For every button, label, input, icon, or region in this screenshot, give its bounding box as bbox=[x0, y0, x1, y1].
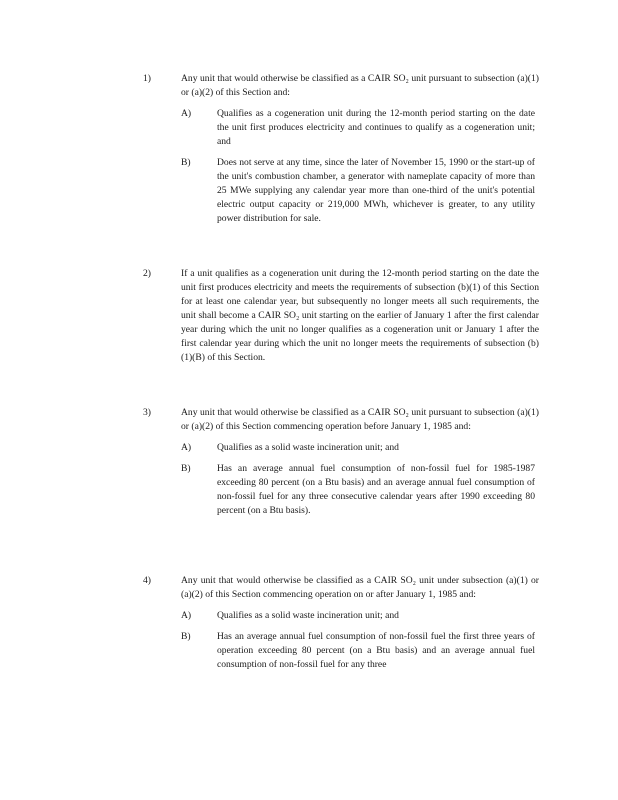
sub-item-text: Has an average annual fuel consumption of non-fossil fuel the first three years of operation exceeding 80 percent (on a Btu basis) and an average annual fuel consumption of non-fossil fuel for any three bbox=[217, 631, 535, 670]
sub-item bbox=[143, 462, 543, 518]
sub-item bbox=[143, 107, 543, 149]
sub-item-letter: A) bbox=[181, 108, 192, 119]
sub-item-letter: B) bbox=[181, 157, 191, 168]
sub-item-text: Has an average annual fuel consumption of non-fossil fuel for 1985-1987 exceeding 80 percent (on a Btu basis) and an average annual fuel consumption of non-fossil fuel for any three consecutive calendar years after 1990 exceeding 80 percent (on a Btu basis). bbox=[217, 463, 535, 516]
sub-item-letter: A) bbox=[181, 442, 192, 453]
sub-item-letter: B) bbox=[181, 631, 191, 642]
sub-item bbox=[143, 609, 543, 623]
sub-item-letter: B) bbox=[181, 463, 191, 474]
sub-item-text: Qualifies as a solid waste incineration unit; and bbox=[217, 442, 399, 453]
item-number: 3) bbox=[143, 407, 151, 418]
sub-item bbox=[143, 441, 543, 455]
sub-item-text: Does not serve at any time, since the later of November 15, 1990 or the start-up of the unit's combustion chamber, a generator with nameplate capacity of more than 25 MWe supplying any calendar year more than one-third of the unit's potential electric output capacity or 219,000 MWh, whichever is greater, to any utility power distribution for sale. bbox=[217, 157, 535, 224]
item-text: If a unit qualifies as a cogeneration unit during the 12-month period starting on the date the unit first produces electricity and meets the requirements of subsection (b)(1) of this Section for at least one calendar year, but subsequently no longer meets all such requirements, the unit shall become a CAIR SO₂ unit starting on the earlier of January 1 after the first calendar year during which the unit no longer qualifies as a cogeneration unit or January 1 after the first calendar year during which the unit no longer meets the requirements of subsection (b)(1)(B) of this Section. bbox=[181, 268, 539, 363]
item-text: Any unit that would otherwise be classified as a CAIR SO₂ unit pursuant to subsection (a)(1) or (a)(2) of this Section commencing operation before January 1, 1985 and: bbox=[181, 407, 539, 432]
item-number: 2) bbox=[143, 268, 151, 279]
sub-item-text: Qualifies as a cogeneration unit during the 12-month period starting on the date the unit first produces electricity and continues to qualify as a cogeneration unit; and bbox=[217, 108, 535, 147]
sub-item bbox=[143, 630, 543, 672]
item-text: Any unit that would otherwise be classified as a CAIR SO₂ unit pursuant to subsection (a)(1) or (a)(2) of this Section and: bbox=[181, 73, 539, 98]
list-item bbox=[143, 574, 543, 672]
sub-item-letter: A) bbox=[181, 610, 192, 621]
list-item bbox=[143, 72, 543, 226]
list-item bbox=[143, 406, 543, 518]
sub-item-text: Qualifies as a solid waste incineration unit; and bbox=[217, 610, 399, 621]
item-number: 1) bbox=[143, 73, 151, 84]
item-number: 4) bbox=[143, 575, 151, 586]
item-text: Any unit that would otherwise be classified as a CAIR SO₂ unit under subsection (a)(1) or (a)(2) of this Section commencing operation on or after January 1, 1985 and: bbox=[181, 575, 539, 600]
list-item bbox=[143, 267, 543, 365]
sub-item bbox=[143, 156, 543, 226]
